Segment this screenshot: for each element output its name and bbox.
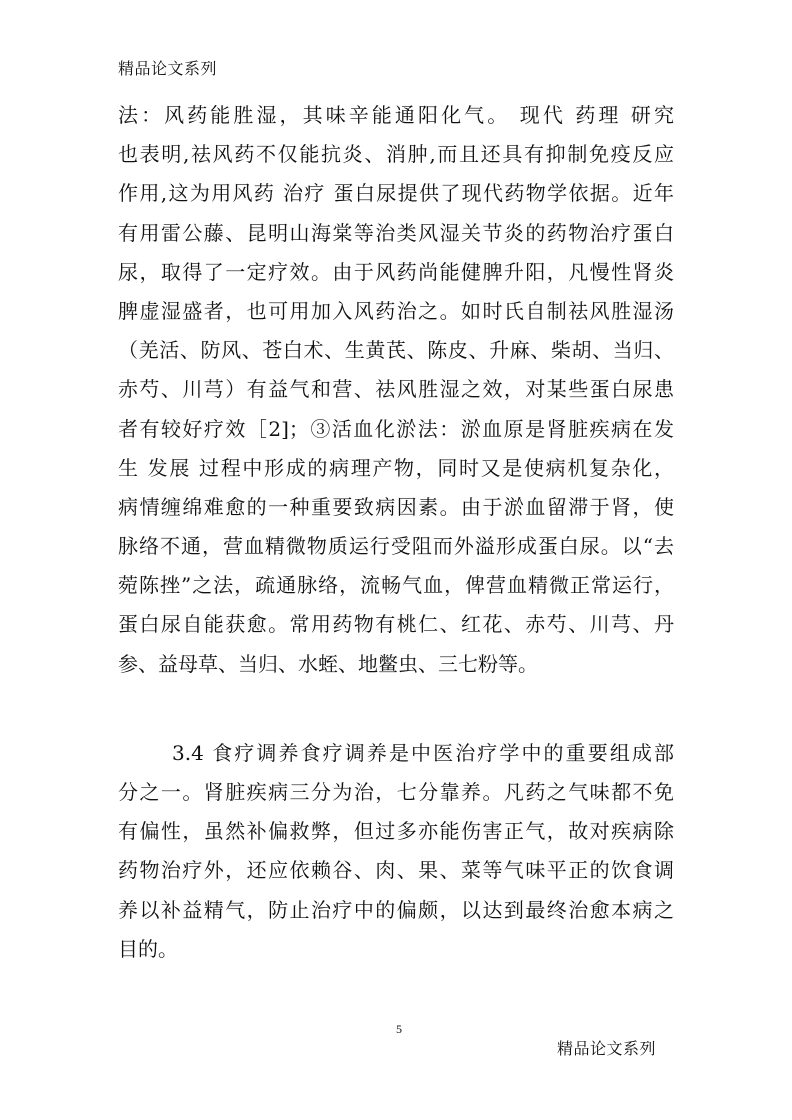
text-line: 脉络不通，营血精微物质运行受阻而外溢形成蛋白尿。以“去	[118, 534, 674, 559]
text-line: 蛋白尿自能获愈。常用药物有桃仁、红花、赤芍、川芎、丹	[118, 612, 674, 637]
text-line: 也表明,祛风药不仅能抗炎、消肿,而且还具有抑制免疫反应	[118, 142, 674, 167]
text-line: 生 发展 过程中形成的病理产物，同时又是使病机复杂化，	[118, 455, 674, 480]
text-line: 菀陈挫”之法，疏通脉络，流畅气血，俾营血精微正常运行，	[118, 573, 674, 598]
text-line: 有偏性，虽然补偏救弊，但过多亦能伤害正气，故对疾病除	[118, 819, 674, 844]
paragraph-herbal-therapy	[118, 96, 674, 684]
text-line: 参、益母草、当归、水蛭、地鳖虫、三七粉等。	[118, 651, 538, 676]
text-line: 目的。	[118, 936, 178, 961]
page-number: 5	[396, 1022, 402, 1036]
text-line: 病情缠绵难愈的一种重要致病因素。由于淤血留滞于肾，使	[118, 494, 674, 519]
page-header: 精品论文系列	[118, 59, 218, 78]
text-line: 法：风药能胜湿，其味辛能通阳化气。 现代 药理 研究	[118, 103, 674, 127]
text-line: （羌活、防风、苍白术、生黄芪、陈皮、升麻、柴胡、当归、	[118, 338, 674, 363]
text-line: 分之一。肾脏疾病三分为治，七分靠养。凡药之气味都不免	[118, 780, 674, 804]
text-line: 脾虚湿盛者，也可用加入风药治之。如时氏自制祛风胜湿汤	[118, 298, 674, 323]
text-line: 药物治疗外，还应依赖谷、肉、果、菜等气味平正的饮食调	[118, 858, 674, 883]
document-body	[118, 96, 674, 969]
text-line: 作用,这为用风药 治疗 蛋白尿提供了现代药物学依据。近年	[118, 181, 674, 206]
page-footer: 精品论文系列	[557, 1039, 657, 1058]
text-line: 尿，取得了一定疗效。由于风药尚能健脾升阳，凡慢性肾炎	[118, 259, 674, 284]
text-line: 养以补益精气，防止治疗中的偏颇，以达到最终治愈本病之	[118, 897, 674, 922]
text-line: 有用雷公藤、昆明山海棠等治类风湿关节炎的药物治疗蛋白	[118, 220, 674, 245]
section-heading-line: 3.4 食疗调养食疗调养是中医治疗学中的重要组成部	[172, 740, 674, 765]
text-line: 者有较好疗效［2]；③活血化淤法：淤血原是肾脏疾病在发	[118, 416, 674, 441]
paragraph-diet-therapy	[118, 734, 674, 969]
paragraph-gap	[118, 684, 674, 734]
text-line: 赤芍、川芎）有益气和营、祛风胜湿之效，对某些蛋白尿患	[118, 377, 674, 402]
